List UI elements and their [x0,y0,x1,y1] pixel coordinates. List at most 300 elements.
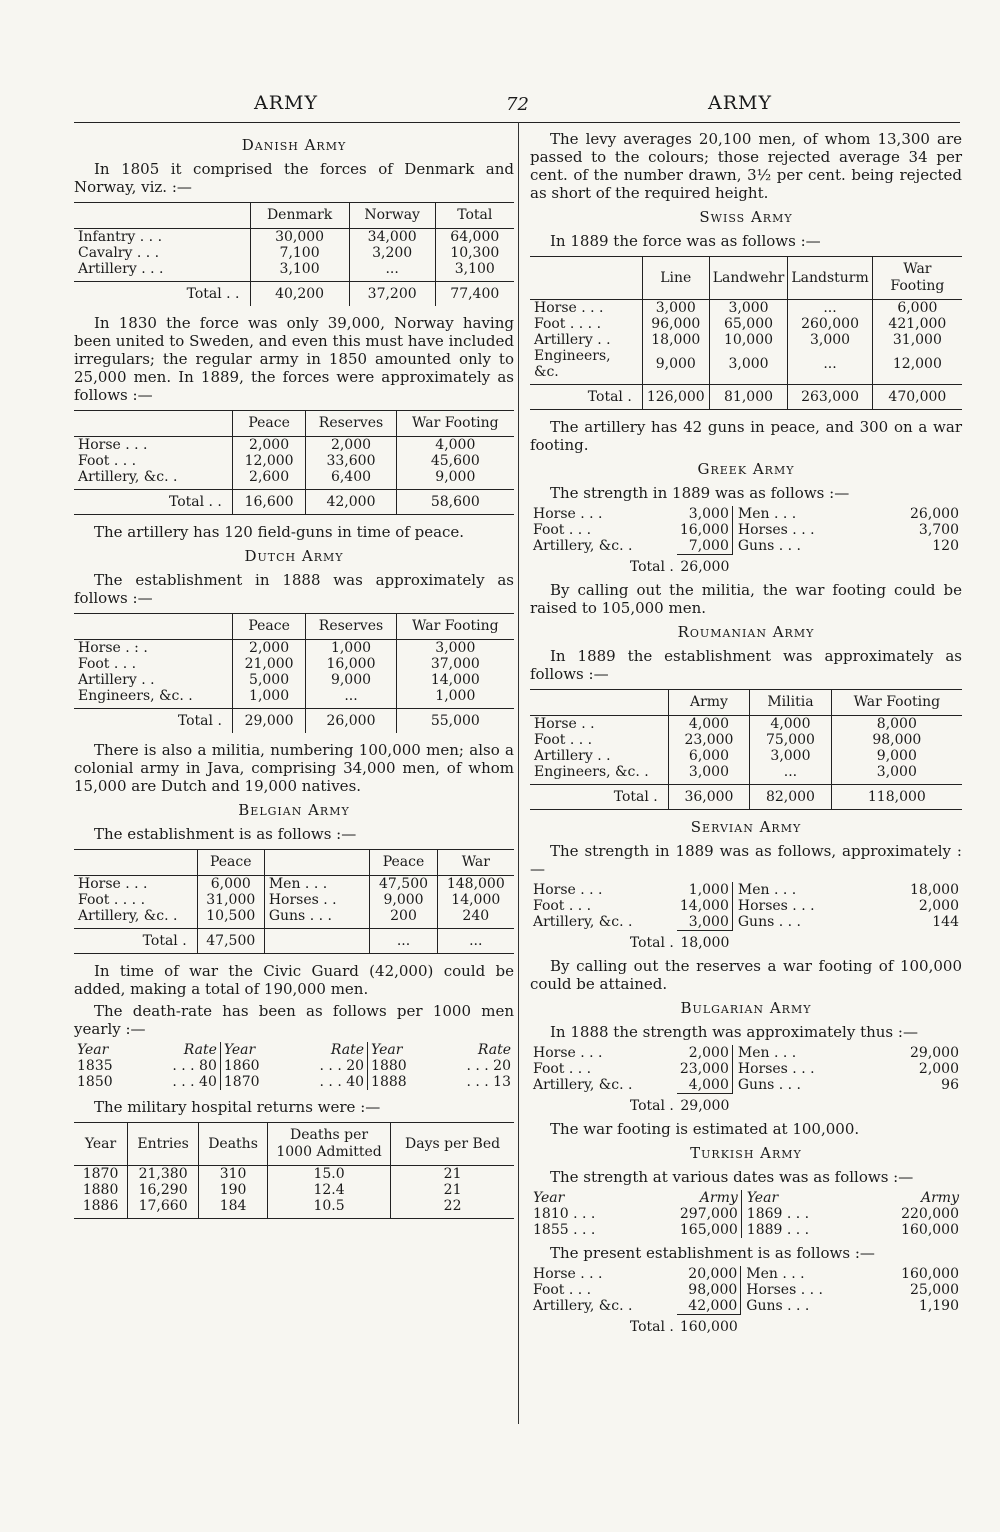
roumanian-table [530,689,962,810]
cell: 3,000 [396,640,514,657]
col-header: Year [368,1042,435,1058]
cell: 120 [932,538,959,555]
cell: 16,000 [306,656,396,672]
table-header: Days per Bed [391,1123,514,1166]
page-number: 72 [506,94,529,115]
cell: 1870 [220,1074,287,1090]
total-row [530,1315,962,1336]
total-row [530,785,962,810]
greek-table [530,506,962,575]
running-head-left: ARMY [254,92,319,114]
roumanian-army-heading: Roumanian Army [677,623,815,641]
cell: 20,000 [688,1266,738,1282]
row-label: Guns . . . [732,538,872,555]
cell: 160,000 [901,1222,959,1238]
table-header: Deaths [199,1123,268,1166]
cell: 1850 [77,1074,113,1090]
cell: 9,000 [642,348,709,385]
table-header: War Footing [831,690,962,716]
table-header [264,850,370,876]
total-row [530,385,962,410]
cell: ... [370,929,437,954]
cell: 3,000 [831,764,962,785]
row-label: Artillery, &c. . [78,908,178,924]
cell: 1,000 [396,688,514,709]
cell: 190 [199,1182,268,1198]
table-header: Reserves [306,411,396,437]
row-label: Artillery, &c. . [78,469,178,485]
table-header: Year [74,1123,128,1166]
table-row [530,882,962,898]
belgian-army-heading: Belgian Army [238,801,350,819]
row-label: Guns . . . [741,1298,867,1315]
dutch-table [74,613,514,733]
swiss-artillery-note: The artillery has 42 guns in peace, and 300 on a war footing. [530,418,962,454]
cell: 81,000 [709,385,788,410]
cell: 98,000 [688,1282,738,1298]
table-row [530,716,962,733]
cell: 21 [391,1182,514,1198]
cell: 6,000 [872,300,962,317]
row-label: Total . [530,385,642,410]
col-header: Rate [183,1042,217,1058]
roumanian-intro: In 1889 the establishment was approximately as follows :— [530,647,962,683]
table-row [530,506,962,522]
row-label: Total . [74,929,197,954]
swiss-intro: In 1889 the force was as follows :— [550,232,821,250]
row-label: Foot . . . [533,1282,592,1298]
cell: 18,000 [910,882,959,898]
col-header: Army [921,1190,959,1206]
table-header [74,614,232,640]
row-label: Foot . . . . [534,316,602,332]
row-label: Horses . . . [732,898,872,914]
row-label: Engineers, &c. . [78,688,193,704]
table-row [530,1045,962,1061]
cell: 260,000 [788,316,872,332]
cell: 58,600 [396,490,514,515]
table-row [74,672,514,688]
cell: 96 [941,1077,959,1094]
table-row [530,748,962,764]
row-label: Foot . . . [533,1061,592,1077]
table-header [74,203,250,229]
cell: 1880 [82,1182,119,1198]
cell: 9,000 [831,748,962,764]
cell: 160,000 [677,1315,741,1336]
cell: 2,000 [232,437,305,454]
row-label: Engineers, &c. . [534,764,649,780]
cell: 3,200 [349,245,435,261]
cell: . . . 80 [172,1058,217,1074]
row-label: Total . [74,709,232,734]
table-row [530,316,962,332]
cell: 18,000 [677,931,733,952]
table-header: Army [668,690,749,716]
row-label: Foot . . . [534,732,593,748]
belgian-death-rate-intro: The death-rate has been as follows per 1000 men yearly :— [74,1002,514,1038]
table-row [530,1206,962,1222]
cell: 65,000 [709,316,788,332]
cell: 14,000 [679,898,729,914]
table-row [74,876,514,893]
belgian-table [74,849,514,954]
cell: 15.0 [267,1166,390,1183]
table-row [74,1074,514,1090]
total-row [74,490,514,515]
table-header: Peace [370,850,437,876]
row-label: Artillery . . . [78,261,164,277]
total-row [530,555,962,576]
total-row [530,1094,962,1115]
servian-army-heading: Servian Army [690,818,802,836]
cell: 240 [437,908,514,929]
row-label: Guns . . . [732,1077,872,1094]
row-label: Horse . . . [533,1266,603,1282]
row-label: Horse . . . [78,876,148,892]
cell: 3,000 [688,506,729,522]
table-header: Deaths per 1000 Admitted [267,1123,390,1166]
cell: 29,000 [232,709,305,734]
table-header [74,411,232,437]
cell: 6,000 [668,748,749,764]
cell: 165,000 [679,1222,738,1238]
row-label: Artillery . . [534,748,611,764]
row-label: Foot . . . . [78,892,146,908]
cell: 26,000 [910,506,959,522]
table-row [530,300,962,317]
table-header: Peace [197,850,264,876]
col-header: Year [741,1190,857,1206]
cell: 47,500 [370,876,437,893]
dutch-intro: The establishment in 1888 was approximately as follows :— [74,571,514,607]
cell: 14,000 [396,672,514,688]
danish-intro: In 1805 it comprised the forces of Denmark and Norway, viz. :— [74,160,514,196]
cell: 2,600 [232,469,305,490]
table-row [530,1266,962,1282]
row-label: Horse . . . [533,506,603,522]
row-label: Total . [530,785,668,810]
table-header: Total [435,203,514,229]
bulgarian-army-heading: Bulgarian Army [680,999,812,1017]
cell: 470,000 [872,385,962,410]
cell: 37,000 [396,656,514,672]
table-header: Entries [128,1123,199,1166]
cell: 1870 [82,1166,119,1182]
table-header: Line [642,257,709,300]
cell: 55,000 [396,709,514,734]
running-head-right: ARMY [708,92,773,114]
cell: 21,380 [128,1166,199,1183]
cell: 1835 [77,1058,113,1074]
cell: 2,000 [688,1045,729,1061]
row-label: Horse . . . [78,437,148,453]
cell: 47,500 [197,929,264,954]
table-row [74,469,514,490]
right-column [530,130,962,1341]
col-header: Army [699,1190,738,1206]
row-label: Horses . . . [732,1061,872,1077]
table-row [530,1282,962,1298]
cell: . . . 20 [466,1058,511,1074]
col-header: Year [533,1190,565,1206]
table-row [74,688,514,709]
cell: 310 [199,1166,268,1183]
greek-intro: The strength in 1889 was as follows :— [550,484,850,502]
table-header: Landsturm [788,257,872,300]
cell: 148,000 [437,876,514,893]
cell: 22 [391,1198,514,1219]
table-row [530,732,962,748]
row-label: Cavalry . . . [78,245,160,261]
cell: 98,000 [831,732,962,748]
table-header [74,850,197,876]
table-row [74,437,514,454]
cell: 30,000 [250,229,349,246]
table-row [530,1061,962,1077]
cell: 37,200 [349,282,435,307]
cell: 3,000 [709,348,788,385]
row-label: Horse . . . [533,1045,603,1061]
cell: 42,000 [688,1298,738,1314]
table-row [74,1166,514,1183]
table-row [530,1222,962,1238]
cell: 3,000 [642,300,709,317]
cell: ... [437,929,514,954]
table-row [530,522,962,538]
table-row [74,908,514,929]
cell: ... [306,688,396,709]
cell: 64,000 [435,229,514,246]
table-row [530,764,962,785]
cell: 3,000 [788,332,872,348]
table-row [530,1077,962,1094]
danish-artillery-note: The artillery has 120 field-guns in time of peace. [94,523,465,541]
table-header: Militia [750,690,831,716]
col-header: Year [220,1042,287,1058]
belgian-civic-guard: In time of war the Civic Guard (42,000) could be added, making a total of 190,000 men. [74,962,514,998]
table-header: Reserves [306,614,396,640]
row-label: Foot . . . [78,656,137,672]
cell: 1869 . . . [741,1206,857,1222]
table-row [530,898,962,914]
cell: 26,000 [306,709,396,734]
cell: . . . 40 [319,1074,365,1090]
cell: 220,000 [901,1206,959,1222]
servian-table [530,882,962,951]
table-row [530,914,962,931]
row-label: Horse . : . [78,640,148,656]
cell: 12,000 [872,348,962,385]
cell: 82,000 [750,785,831,810]
cell: 184 [199,1198,268,1219]
cell: 2,000 [232,640,305,657]
row-label: Total . [629,1318,674,1335]
total-row [74,709,514,734]
row-label: Artillery, &c. . [533,1298,633,1315]
left-column [74,130,514,1227]
cell: 421,000 [872,316,962,332]
cell: 9,000 [306,672,396,688]
cell: 200 [370,908,437,929]
row-label: Horse . . . [533,882,603,898]
row-label: Total . [629,1097,674,1114]
row-label: Men . . . [732,1045,872,1061]
cell: 1810 . . . [533,1206,596,1222]
cell: 1,000 [232,688,305,709]
cell: 263,000 [788,385,872,410]
table-row [530,1298,962,1315]
row-label: Guns . . . [732,914,872,931]
table-row [74,261,514,282]
bulgarian-table [530,1045,962,1114]
cell: 12.4 [267,1182,390,1198]
cell: 3,000 [668,764,749,785]
cell: 126,000 [642,385,709,410]
cell: 21 [391,1166,514,1183]
cell: . . . 20 [319,1058,365,1074]
belgian-intro: The establishment is as follows :— [94,825,357,843]
total-row [74,282,514,307]
cell: 23,000 [679,1061,729,1077]
cell: 1889 . . . [741,1222,857,1238]
cell: 42,000 [306,490,396,515]
death-rate-table [74,1042,514,1090]
cell: 34,000 [349,229,435,246]
row-label: Men . . . [264,876,370,893]
row-label: Men . . . [741,1266,867,1282]
cell: 1860 [220,1058,287,1074]
turkish-present-intro: The present establishment is as follows :— [550,1244,875,1262]
row-label: Artillery . . [534,332,611,348]
cell: 17,660 [128,1198,199,1219]
cell: 18,000 [642,332,709,348]
cell: 2,000 [918,898,959,914]
table-row [74,453,514,469]
cell: 6,000 [197,876,264,893]
cell: 14,000 [437,892,514,908]
table-header: War Footing [396,411,514,437]
cell: 2,000 [306,437,396,454]
table-row [74,1182,514,1198]
total-row [530,931,962,952]
cell: 31,000 [197,892,264,908]
turkish-dates-table [530,1190,962,1238]
table-row [74,229,514,246]
cell: ... [788,300,872,317]
cell: 7,000 [688,538,729,554]
row-label: Men . . . [732,506,872,522]
cell: 10,000 [709,332,788,348]
cell: 33,600 [306,453,396,469]
cell: 12,000 [232,453,305,469]
table-row [74,656,514,672]
cell: 1888 [368,1074,435,1090]
cell: 3,100 [435,261,514,282]
cell: 1,000 [688,882,729,898]
cell: 3,100 [250,261,349,282]
row-label: Horses . . . [732,522,872,538]
cell: 3,000 [688,914,729,930]
cell: 1886 [82,1198,119,1214]
row-label: Horses . . . [741,1282,867,1298]
cell: 1880 [368,1058,435,1074]
cell: 29,000 [910,1045,959,1061]
table-header: Peace [232,614,305,640]
table-row [74,892,514,908]
cell: 29,000 [677,1094,733,1115]
table-header: War Footing [872,257,962,300]
greek-militia-note: By calling out the militia, the war footing could be raised to 105,000 men. [530,581,962,617]
dutch-army-heading: Dutch Army [244,547,344,565]
cell: 9,000 [396,469,514,490]
cell: 9,000 [370,892,437,908]
cell: 40,200 [250,282,349,307]
cell: 5,000 [232,672,305,688]
table-row [74,245,514,261]
cell [264,929,370,954]
hospital-returns-table [74,1122,514,1219]
cell: 297,000 [679,1206,738,1222]
table-header: Peace [232,411,305,437]
row-label: Total . . [74,282,250,307]
cell: 96,000 [642,316,709,332]
cell: 16,290 [128,1182,199,1198]
cell: 8,000 [831,716,962,733]
cell: 25,000 [910,1282,959,1298]
swiss-army-heading: Swiss Army [699,208,793,226]
cell: 3,000 [709,300,788,317]
total-row [74,929,514,954]
table-header: Denmark [250,203,349,229]
row-label: Total . [629,558,674,575]
row-label: Men . . . [732,882,872,898]
cell: 4,000 [668,716,749,733]
turkish-intro: The strength at various dates was as follows :— [550,1168,914,1186]
cell: 1,000 [306,640,396,657]
table-header: Landwehr [709,257,788,300]
running-header [74,88,960,123]
row-label: Artillery, &c. . [533,914,633,931]
danish-1805-table [74,202,514,306]
cell: 118,000 [831,785,962,810]
cell: 75,000 [750,732,831,748]
row-label: Horses . . [264,892,370,908]
cell: 3,000 [750,748,831,764]
row-label: Infantry . . . [78,229,163,245]
table-row [74,1058,514,1074]
cell: 1,190 [918,1298,959,1315]
swiss-table [530,256,962,410]
cell: 160,000 [901,1266,959,1282]
row-label: Foot . . . [533,898,592,914]
danish-1889-table [74,410,514,515]
col-header: Rate [330,1042,365,1058]
row-label: Total . [629,934,674,951]
cell: 6,400 [306,469,396,490]
cell: 45,600 [396,453,514,469]
danish-army-heading: Danish Army [241,136,347,154]
row-label: Horse . . . [534,300,604,316]
column-divider [518,122,519,1424]
cell: 77,400 [435,282,514,307]
cell: 4,000 [396,437,514,454]
cell: ... [750,764,831,785]
col-header: Year [77,1042,109,1058]
cell: ... [788,348,872,385]
bulgarian-intro: In 1888 the strength was approximately thus :— [550,1023,918,1041]
cell: 26,000 [677,555,733,576]
